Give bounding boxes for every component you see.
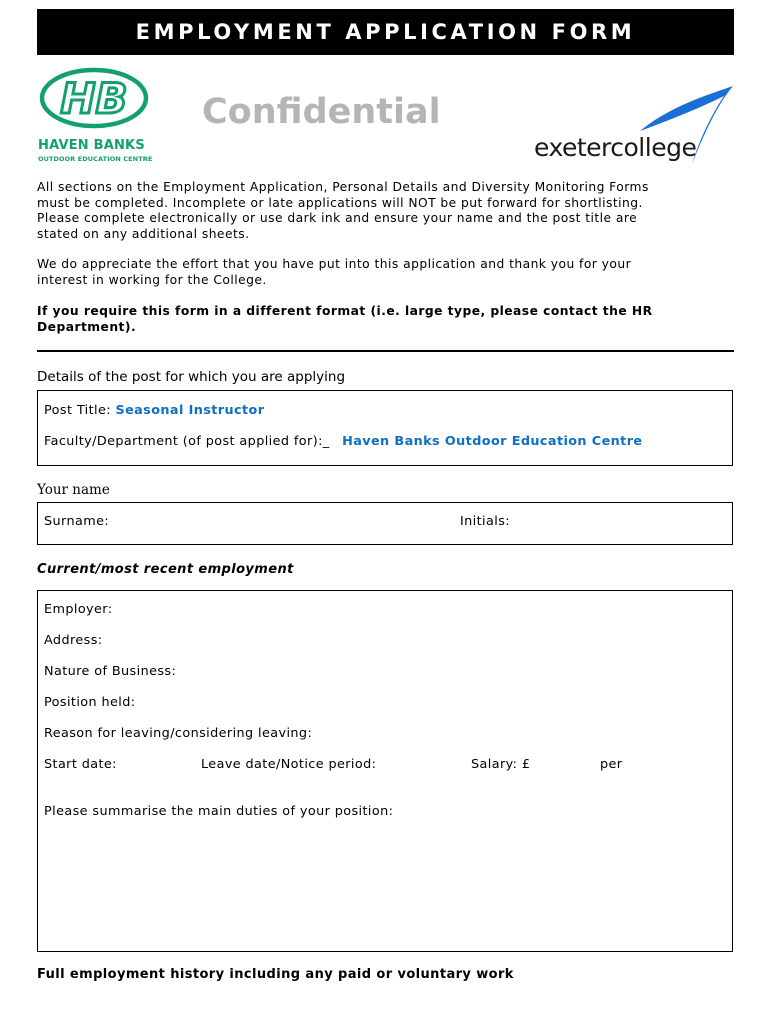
format-notice <box>37 304 737 335</box>
address-label: Address: <box>44 633 103 648</box>
start-date-label: Start date: <box>44 757 117 772</box>
exeter-college-name: exetercollege <box>534 133 697 162</box>
salary-per-label: per <box>600 757 623 772</box>
post-title-row <box>44 403 264 418</box>
haven-banks-subtitle: OUTDOOR EDUCATION CENTRE <box>38 155 153 163</box>
form-title-bar <box>37 9 734 55</box>
post-title-field[interactable]: Seasonal Instructor <box>115 403 265 418</box>
faculty-field[interactable]: Haven Banks Outdoor Education Centre <box>342 434 643 449</box>
reason-for-leaving-label: Reason for leaving/considering leaving: <box>44 726 313 741</box>
surname-label: Surname: <box>44 514 110 529</box>
divider <box>37 350 734 352</box>
name-section-heading: Your name <box>37 482 110 498</box>
intro-paragraph-2 <box>37 257 737 288</box>
employer-label: Employer: <box>44 602 113 617</box>
intro-line: If you require this form in a different format (i.e. large type, please contact the HR <box>37 304 653 318</box>
faculty-row <box>44 434 643 449</box>
initials-label: Initials: <box>460 514 510 529</box>
name-box <box>37 502 733 545</box>
svg-text:HB: HB <box>60 74 128 123</box>
duties-label: Please summarise the main duties of your position: <box>44 804 394 819</box>
faculty-label: Faculty/Department (of post applied for):_ <box>44 434 330 449</box>
position-held-label: Position held: <box>44 695 136 710</box>
surname-field[interactable] <box>158 509 448 539</box>
post-title-label: Post Title: <box>44 403 111 418</box>
employment-box <box>37 590 733 952</box>
intro-line: stated on any additional sheets. <box>37 226 250 241</box>
intro-line: interest in working for the College. <box>37 272 267 287</box>
nature-of-business-label: Nature of Business: <box>44 664 177 679</box>
initials-field[interactable] <box>518 509 718 539</box>
intro-line: must be completed. Incomplete or late applications will NOT be put forward for shortlisting. <box>37 195 643 210</box>
salary-label: Salary: £ <box>471 757 531 772</box>
intro-line: We do appreciate the effort that you have put into this application and thank you for your <box>37 257 632 271</box>
duties-field[interactable] <box>44 827 724 942</box>
intro-paragraph-1 <box>37 180 737 242</box>
employment-history-heading: Full employment history including any paid or voluntary work <box>37 967 514 982</box>
employment-section-heading: Current/most recent employment <box>37 562 294 577</box>
haven-banks-name: HAVEN BANKS <box>38 138 145 153</box>
intro-line: Department). <box>37 319 137 334</box>
form-title: EMPLOYMENT APPLICATION FORM <box>135 20 636 44</box>
intro-line: Please complete electronically or use dark ink and ensure your name and the post title are <box>37 211 638 225</box>
post-details-box <box>37 390 733 466</box>
leave-date-label: Leave date/Notice period: <box>201 757 377 772</box>
intro-line: All sections on the Employment Application, Personal Details and Diversity Monitoring Forms <box>37 180 649 194</box>
post-section-heading: Details of the post for which you are applying <box>37 369 346 385</box>
confidential-label: Confidential <box>202 92 441 132</box>
